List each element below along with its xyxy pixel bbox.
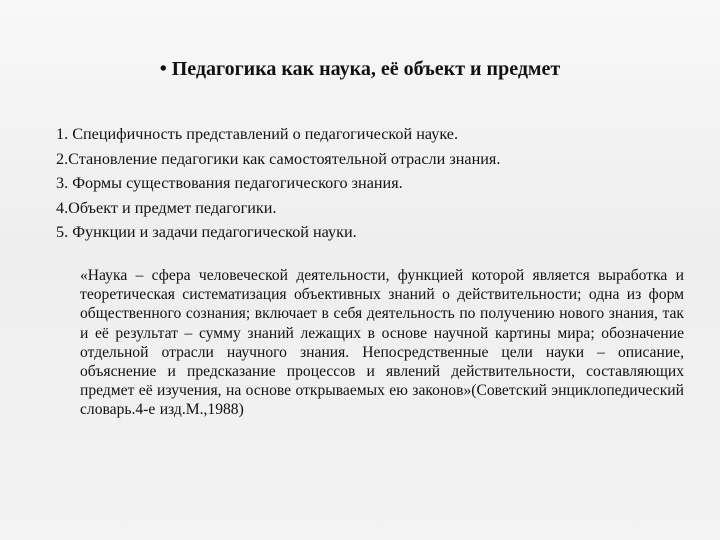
topic-item-3: 3. Формы существования педагогического знания. xyxy=(56,174,403,192)
topic-item-2: 2.Становление педагогики как самостоятельной отрасли знания. xyxy=(56,149,501,168)
topics-list xyxy=(56,122,500,245)
slide-title: • Педагогика как наука, её объект и предмет xyxy=(159,58,561,80)
topic-item-1: 1. Специфичность представлений о педагогической науке. xyxy=(56,125,459,143)
science-definition-quote: «Наука – сфера человеческой деятельности, функцией которой является выработка и теоретическая систематизация объективных знаний о действительности; одна из форм общественного сознания; включает в себя деятельность по получению нового знания, так и её результат – сумму знаний лежащих в основе научной картины мира; обозначение отдельной отрасли научного знания. Непосредственные цели науки – описание, объяснение и предсказание процессов и явлений действительности, составляющих предмет её изучения, на основе открываемых ею законов»(Советский энциклопедический словарь.4-е изд.М.,1988) xyxy=(80,267,684,419)
topic-item-4: 4.Объект и предмет педагогики. xyxy=(56,198,277,217)
topic-item-5: 5. Функции и задачи педагогической науки. xyxy=(56,223,357,241)
